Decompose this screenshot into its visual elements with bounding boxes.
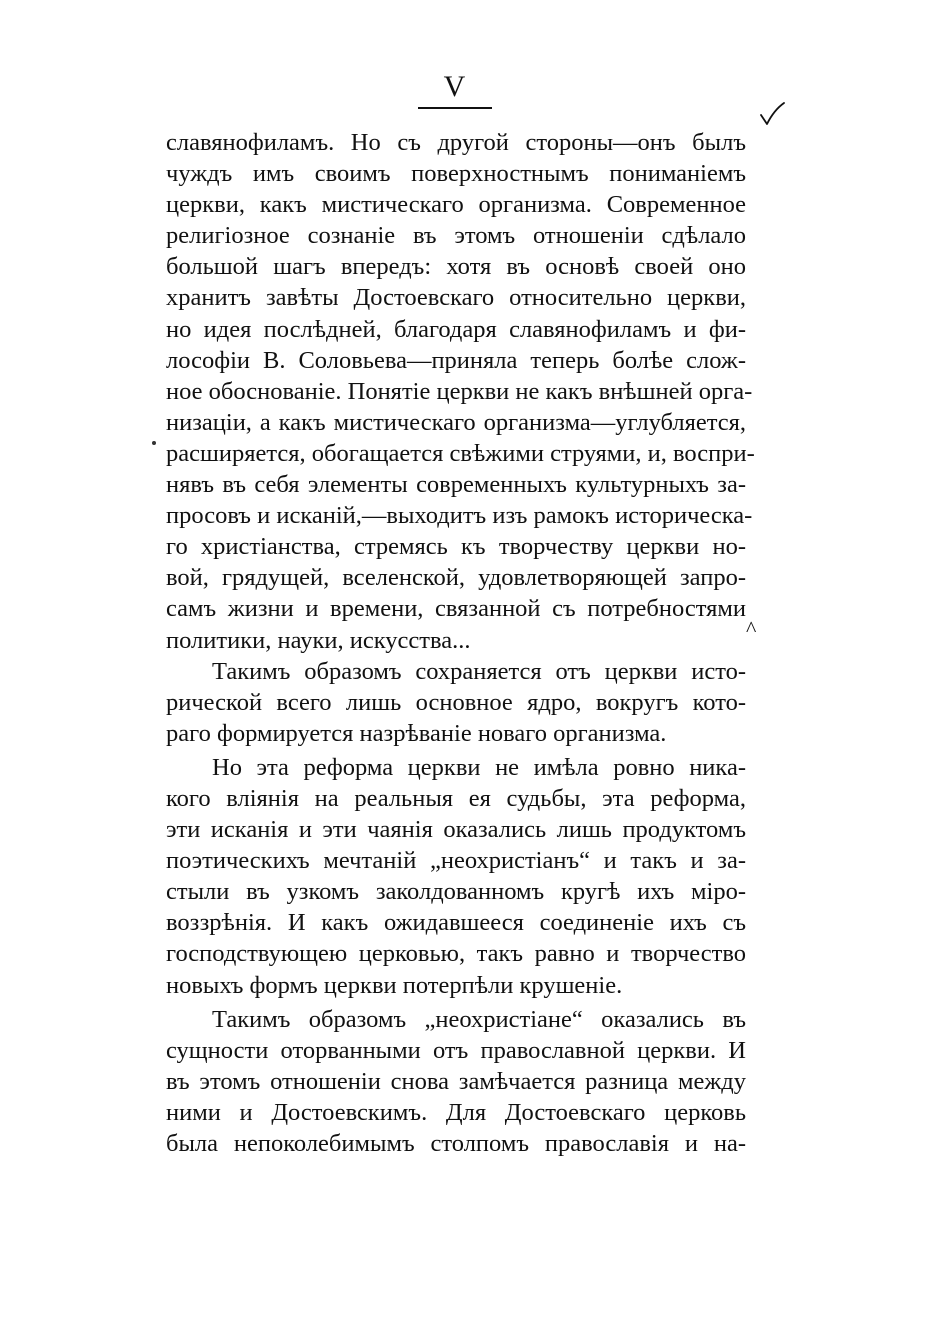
text-line: кого вліянія на реальныя ея судьбы, эта реформа,: [166, 784, 746, 812]
text-line: была непоколебимымъ столпомъ православія и на-: [166, 1130, 746, 1157]
text-line: лософіи В. Соловьева—приняла теперь болѣе слож-: [166, 346, 746, 374]
text-line: ними и Достоевскимъ. Для Достоевскаго церковь: [166, 1098, 746, 1126]
text-line: ное обоснованіе. Понятіе церкви не какъ внѣшней орга-: [166, 377, 753, 405]
text-line: Но эта реформа церкви не имѣла ровно ника-: [212, 753, 746, 781]
text-line: новыхъ формъ церкви потерпѣли крушеніе.: [166, 971, 623, 999]
text-line: эти исканія и эти чаянія оказались лишь продуктомъ: [166, 816, 746, 844]
text-line: го христіанства, стремясь къ творчеству церкви но-: [166, 533, 746, 561]
text-line: раго формируется назрѣваніе новаго организма.: [166, 719, 667, 747]
text-line: въ этомъ отношеніи снова замѣчается разница между: [166, 1067, 746, 1095]
page-header: [400, 70, 510, 104]
margin-dot: [152, 441, 156, 445]
header-rule: [418, 107, 492, 109]
text-line: Такимъ образомъ сохраняется отъ церкви исто-: [212, 657, 746, 685]
text-line: религіозное сознаніе въ этомъ отношеніи сдѣлало: [166, 222, 746, 250]
text-line: хранитъ завѣты Достоевскаго относительно церкви,: [166, 284, 746, 312]
page-number: V: [443, 70, 467, 103]
text-line: Такимъ образомъ „неохристіане“ оказались въ: [212, 1005, 746, 1033]
margin-caret-mark: ^: [746, 616, 757, 641]
text-line: самъ жизни и времени, связанной съ потребностями: [166, 595, 746, 623]
text-line: чуждъ имъ своимъ поверхностнымъ пониманіемъ: [166, 160, 746, 188]
text-line: господствующею церковью, такъ равно и творчество: [166, 940, 746, 968]
text-line: но идея послѣдней, благодаря славянофиламъ и фи-: [166, 315, 746, 343]
text-line: просовъ и исканій,—выходитъ изъ рамокъ историческа-: [166, 502, 753, 530]
body-text: [166, 127, 755, 1159]
text-line: стыли въ узкомъ заколдованномъ кругѣ ихъ міро-: [166, 878, 746, 906]
text-line: славянофиламъ. Но съ другой стороны—онъ былъ: [166, 129, 746, 156]
text-line: низаціи, а какъ мистическаго организма—углубляется,: [166, 408, 746, 436]
text-line: политики, науки, искусства...: [166, 626, 471, 654]
text-line: нявъ въ себя элементы современныхъ культурныхъ за-: [166, 471, 746, 499]
text-line: поэтическихъ мечтаній „неохристіанъ“ и такъ и за-: [166, 847, 746, 875]
text-line: большой шагъ впередъ: хотя въ основѣ своей оно: [166, 253, 746, 281]
checkmark-icon: [758, 100, 786, 128]
text-line: воззрѣнія. И какъ ожидавшееся соединеніе ихъ съ: [166, 909, 746, 937]
text-line: церкви, какъ мистическаго организма. Современное: [166, 191, 746, 219]
text-line: сущности оторванными отъ православной церкви. И: [166, 1036, 746, 1064]
text-line: вой, грядущей, вселенской, удовлетворяющей запро-: [166, 564, 746, 592]
text-line: рической всего лишь основное ядро, вокругъ кото-: [166, 688, 746, 716]
text-line: расширяется, обогащается свѣжими струями, и, воспри-: [166, 439, 755, 467]
